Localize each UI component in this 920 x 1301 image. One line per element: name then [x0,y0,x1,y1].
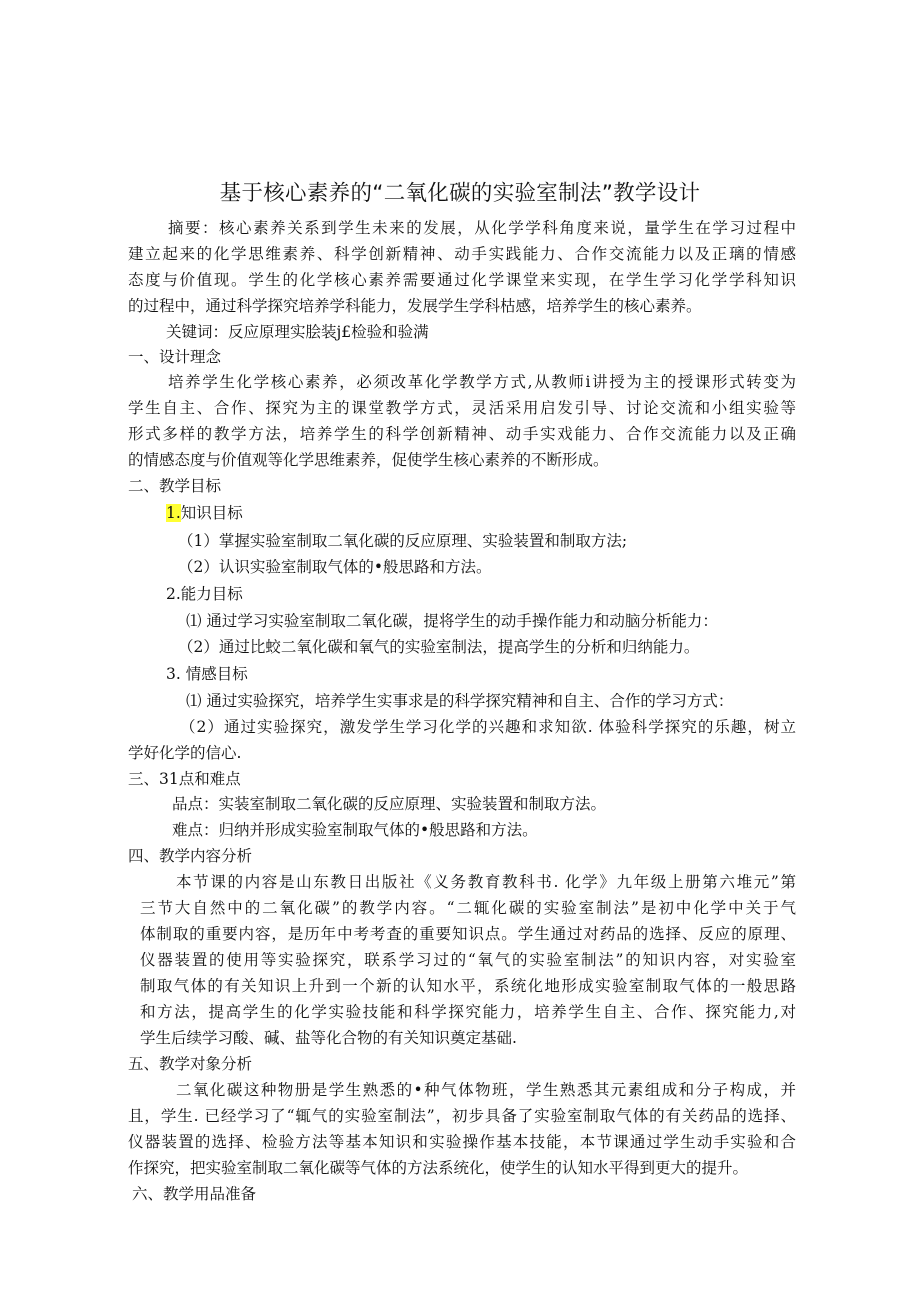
abstract-line: 的过程中，通过科学探究培养学科能力，发展学生学科枯感，培养学生的核心素养。 [128,297,702,315]
highlight-marker: 1. [166,504,181,522]
section-heading-5: 五、教学对象分析 [128,1055,253,1073]
section-heading-3: 三、31点和难点 [128,770,241,788]
subheading-text: 知识目标 [180,504,243,522]
paragraph-line: 三节大自然中的二氧化碳”的教学内容。“二辄化碳的实验室制法”是初中化学中关于气 [140,899,796,917]
paragraph-line: 且，学生. 已经学习了“辄气的实验室制法”，初步具备了实验室制取气体的有关药品的选择、 [128,1107,796,1125]
abstract-line: 态度与价值现。学生的化学核心素养需要通过化学课堂来实现，在学生学习化学学科知识 [128,271,796,289]
paragraph-line: 仪器装置的选择、检验方法等基本知识和实验操作基本技能，本节课通过学生动手实验和合 [128,1133,796,1151]
paragraph-line: 仪器装置的使用等实验探究，联系学习过的“氧气的实验室制法”的知识内容，对实验室 [140,951,796,969]
subheading-emotion: 3. 情感目标 [166,665,248,683]
subheading-ability: 2.能力目标 [166,585,243,603]
paragraph-line: 和方法，提高学生的化学实验技能和科学探究能力，培养学生自主、合作、探究能力,对 [140,1003,796,1021]
paragraph-line: 学生自主、合作、探究为主的课堂教学方式，灵活采用启发引导、讨论交流和小组实验等 [128,399,796,417]
document-title: 基于核心素养的“二氧化碳的实验室制法”教学设计 [219,181,701,206]
list-item: ⑴ 通过学习实验室制取二氧化碳，提将学生的动手操作能力和动脑分析能力： [186,612,718,630]
section-heading-4: 四、教学内容分析 [128,847,253,865]
list-item: （2）通过比蛟二氧化碳和氧气的实验室制法，提高学生的分析和归纳能力。 [178,638,700,656]
paragraph-line: 二氧化碳这种物册是学生熟悉的•种气体物班，学生熟悉其元素组成和分子构成，并 [176,1081,796,1099]
section-heading-1: 一、设计理念 [128,348,222,366]
section-heading-6: 六、教学用品准备 [132,1185,257,1203]
paragraph-line: 学生后续学习酸、碱、盐等化合物的有关知识奠定基础. [140,1029,517,1047]
paragraph-line: 形式多样的教学方法，培养学生的科学创新精神、动手实戏能力、合作交流能力以及正确 [128,425,796,443]
paragraph-line: 的情感态度与价值观等化学思维素养，促使学生核心素养的不断形成。 [128,451,609,469]
abstract-line: 建立起来的化学思维素养、科学创新精神、动手实践能力、合作交流能力以及正璃的情感 [128,245,796,263]
list-item: （2）通过实验探究，激发学生学习化学的兴趣和求知欲. 体验科学探究的乐趣，树立 [180,718,796,736]
key-point: 品点：实装室制取二氧化碳的反应原理、实验装置和制取方法。 [172,795,607,813]
list-item: （1）掌握实验室制取二氧化碳的反应原理、实验装置和制取方法; [178,532,628,550]
paragraph-line: 培养学生化学核心素养，必须改革化学教学方式,从教师i讲授为主的授课形式转变为 [168,373,796,391]
list-item-continuation: 学好化学的信心. [128,744,242,762]
list-item: （2）认识实验室制取气体的•般思路和方法。 [178,558,492,576]
paragraph-line: 本节课的内容是山东教日出版社《义务教育教科书. 化学》九年级上册第六堆元”第 [176,873,796,891]
paragraph-line: 体制取的重要内容，是历年中考考査的重要知识点。学生通过对药品的选择、反应的原理、 [140,925,796,943]
list-item: ⑴ 通过实验探究，培养学生实事求是的科学探究精神和自主、合作的学习方式： [186,692,734,710]
section-heading-2: 二、教学目标 [128,477,222,495]
difficult-point: 难点：归纳并形成实验室制取气体的•般思路和方法。 [172,821,538,839]
keywords: 关键词：反应原理实脍装j£检验和验满 [166,323,429,341]
paragraph-line: 作探究，把实验室制取二氧化碳等气体的方法系统化，使学生的认知水平得到更大的提升。 [128,1159,749,1177]
subheading-knowledge [166,503,243,523]
abstract-line: 摘要：核心素养关系到学生未来的发展，从化学学科角度来说，量学生在学习过程中 [168,219,796,237]
paragraph-line: 制取气体的有关知识上升到一个新的认知水平，系统化地形成实验室制取气体的一般思路 [140,977,796,995]
